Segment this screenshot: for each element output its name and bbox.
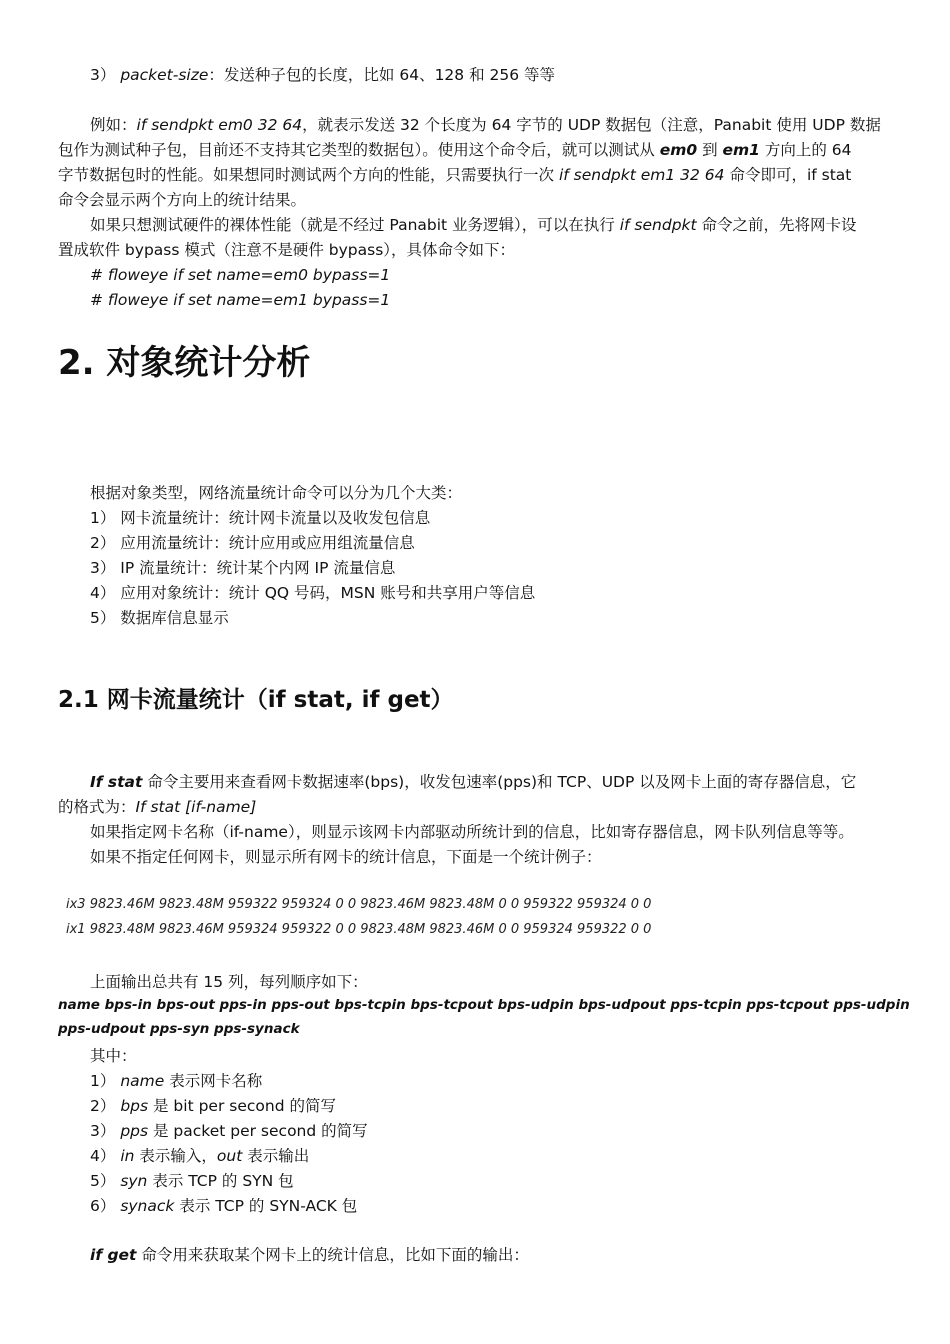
command: if sendpkt em1 32 64 xyxy=(558,166,725,184)
example-line-2 xyxy=(58,139,852,161)
term: name xyxy=(120,1072,165,1090)
term: pps xyxy=(120,1122,149,1140)
example-line-4: 命令会显示两个方向上的统计结果。 xyxy=(58,191,307,209)
text: 到 xyxy=(697,141,723,159)
bypass-command-2: # floweye if set name=em1 bypass=1 xyxy=(90,291,391,309)
num: 2） xyxy=(90,1097,116,1115)
num: 5） xyxy=(90,1172,116,1190)
text: ，就表示发送 32 个长度为 64 字节的 UDP 数据包（注意，Panabit 使用 UDP 数据 xyxy=(302,116,881,134)
definition-item xyxy=(90,1195,357,1217)
section-heading-2-1: 2.1 网卡流量统计（if stat, if get） xyxy=(58,687,454,713)
ifstat-para-2: 如果指定网卡名称（if-name），则显示该网卡内部驱动所统计到的信息，比如寄存器信息，网卡队列信息等等。 xyxy=(90,823,854,841)
command: if get xyxy=(90,1246,137,1264)
text: 例如： xyxy=(90,116,137,134)
command: if sendpkt em0 32 64 xyxy=(136,116,303,134)
ifstat-para-line-2 xyxy=(58,796,256,818)
term: bps xyxy=(120,1097,149,1115)
example-line-3 xyxy=(58,164,851,186)
columns-list-1: name bps-in bps-out pps-in pps-out bps-tcpin bps-tcpout bps-udpin bps-udpout pps-tcpin pps-tcpout pps-udpin xyxy=(58,997,910,1013)
text: 字节数据包时的性能。如果想同时测试两个方向的性能，只需要执行一次 xyxy=(58,166,559,184)
columns-intro: 上面输出总共有 15 列，每列顺序如下： xyxy=(90,973,368,991)
item-term: packet-size xyxy=(120,66,209,84)
iface: em0 xyxy=(659,141,698,159)
text: 命令主要用来查看网卡数据速率(bps)，收发包速率(pps)和 TCP、UDP 以及网卡上面的寄存器信息，它 xyxy=(142,773,857,791)
definition-item xyxy=(90,1095,336,1117)
category-item: 4） 应用对象统计：统计 QQ 号码，MSN 账号和共享用户等信息 xyxy=(90,584,536,602)
definition-item xyxy=(90,1070,262,1092)
output-line-1: ix3 9823.46M 9823.48M 959322 959324 0 0 9823.46M 9823.48M 0 0 959322 959324 0 0 xyxy=(66,897,652,912)
category-item: 1） 网卡流量统计：统计网卡流量以及收发包信息 xyxy=(90,509,431,527)
category-item: 5） 数据库信息显示 xyxy=(90,609,229,627)
num: 1） xyxy=(90,1072,116,1090)
definitions-intro: 其中： xyxy=(90,1047,137,1065)
ifstat-para-line-1 xyxy=(90,771,856,793)
section2-intro: 根据对象类型，网络流量统计命令可以分为几个大类： xyxy=(90,484,463,502)
definition-item xyxy=(90,1170,294,1192)
item-packet-size xyxy=(90,64,555,86)
desc: 表示输出 xyxy=(242,1147,310,1165)
desc: 表示输入， xyxy=(134,1147,217,1165)
text: 方向上的 64 xyxy=(759,141,852,159)
command-format: If stat [if-name] xyxy=(135,798,257,816)
columns-list-2: pps-udpout pps-syn pps-synack xyxy=(58,1021,300,1037)
item-number: 3） xyxy=(90,66,116,84)
desc: 是 bit per second 的简写 xyxy=(148,1097,336,1115)
iface: em1 xyxy=(722,141,760,159)
desc: 是 packet per second 的简写 xyxy=(148,1122,368,1140)
definition-item xyxy=(90,1120,368,1142)
category-item: 2） 应用流量统计：统计应用或应用组流量信息 xyxy=(90,534,415,552)
bypass-line-2: 置成软件 bypass 模式（注意不是硬件 bypass），具体命令如下： xyxy=(58,241,516,259)
category-item: 3） IP 流量统计：统计某个内网 IP 流量信息 xyxy=(90,559,396,577)
text: 包作为测试种子包，目前还不支持其它类型的数据包）。使用这个命令后，就可以测试从 xyxy=(58,141,660,159)
text: 的格式为： xyxy=(58,798,136,816)
bypass-command-1: # floweye if set name=em0 bypass=1 xyxy=(90,266,391,284)
term: syn xyxy=(120,1172,148,1190)
num: 4） xyxy=(90,1147,116,1165)
output-line-2: ix1 9823.48M 9823.46M 959324 959322 0 0 9823.48M 9823.46M 0 0 959324 959322 0 0 xyxy=(66,922,652,937)
term: in xyxy=(120,1147,135,1165)
num: 3） xyxy=(90,1122,116,1140)
command: If stat xyxy=(90,773,143,791)
term: synack xyxy=(120,1197,175,1215)
text: 命令即可，if stat xyxy=(724,166,852,184)
bypass-line-1 xyxy=(90,214,857,236)
desc: 表示 TCP 的 SYN 包 xyxy=(147,1172,294,1190)
ifstat-para-3: 如果不指定任何网卡，则显示所有网卡的统计信息，下面是一个统计例子： xyxy=(90,848,602,866)
text: 命令用来获取某个网卡上的统计信息，比如下面的输出： xyxy=(136,1246,529,1264)
term: out xyxy=(216,1147,243,1165)
definition-item xyxy=(90,1145,309,1167)
text: 命令之前，先将网卡设 xyxy=(696,216,857,234)
desc: 表示网卡名称 xyxy=(164,1072,263,1090)
num: 6） xyxy=(90,1197,116,1215)
desc: 表示 TCP 的 SYN-ACK 包 xyxy=(174,1197,358,1215)
command: if sendpkt xyxy=(619,216,697,234)
ifget-para xyxy=(90,1244,529,1266)
section-heading-2: 2. 对象统计分析 xyxy=(58,343,311,383)
text: 如果只想测试硬件的裸体性能（就是不经过 Panabit 业务逻辑），可以在执行 xyxy=(90,216,620,234)
item-text: ：发送种子包的长度，比如 64、128 和 256 等等 xyxy=(208,66,556,84)
example-line-1 xyxy=(90,114,881,136)
